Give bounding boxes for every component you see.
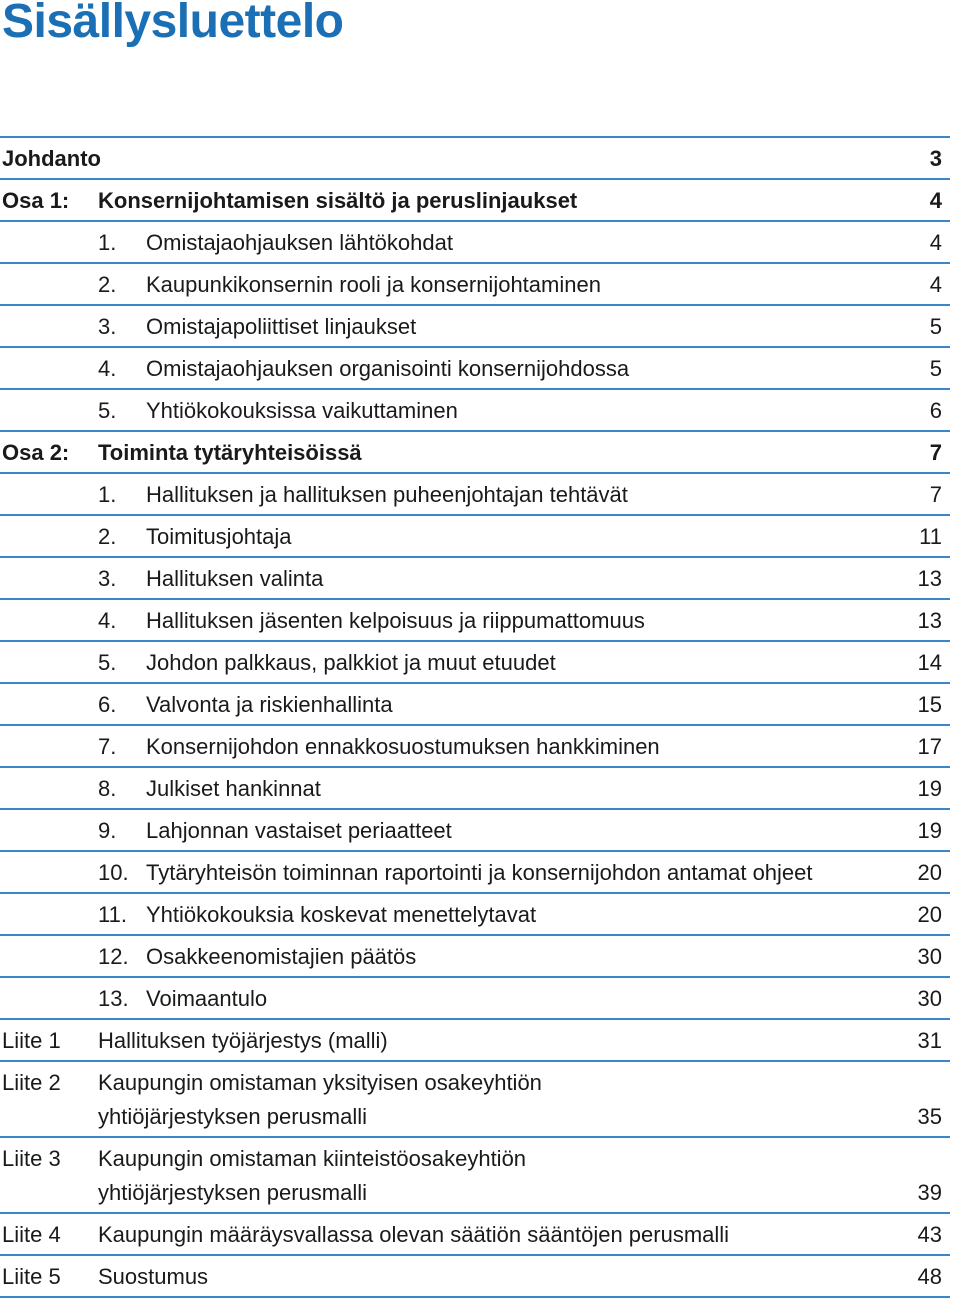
toc-entry-page: 4 (929, 272, 942, 297)
toc-entry-page: 43 (917, 1222, 942, 1247)
toc-entry-page: 30 (917, 944, 942, 969)
toc-entry-title: Johdon palkkaus, palkkiot ja muut etuudet (146, 650, 556, 675)
toc-entry[interactable] (0, 220, 950, 262)
toc-entry-number: 4. (98, 608, 117, 633)
toc-entry[interactable] (0, 1136, 950, 1212)
toc-entry-title: Toiminta tytäryhteisöissä (98, 440, 362, 465)
table-of-contents (0, 136, 950, 1298)
toc-entry-page: 31 (917, 1028, 942, 1053)
toc-entry[interactable] (0, 850, 950, 892)
toc-entry[interactable] (0, 598, 950, 640)
toc-entry[interactable] (0, 556, 950, 598)
toc-entry[interactable] (0, 766, 950, 808)
toc-entry-prefix: Liite 3 (2, 1146, 61, 1171)
toc-entry-title: Julkiset hankinnat (146, 776, 321, 801)
toc-entry-title: Kaupungin omistaman kiinteistöosakeyhtiön yhtiöjärjestyksen perusmalli (98, 1146, 527, 1205)
toc-entry-number: 13. (98, 986, 129, 1011)
toc-entry-page: 13 (917, 608, 942, 633)
toc-entry[interactable] (0, 514, 950, 556)
toc-entry[interactable] (0, 178, 950, 220)
toc-entry[interactable] (0, 346, 950, 388)
toc-entry-page: 7 (929, 482, 942, 507)
toc-entry-number: 3. (98, 566, 117, 591)
toc-entry-page: 4 (929, 230, 942, 255)
toc-entry[interactable] (0, 1212, 950, 1254)
toc-entry[interactable] (0, 472, 950, 514)
toc-entry-page: 6 (929, 398, 942, 423)
toc-entry-title: Valvonta ja riskienhallinta (146, 692, 393, 717)
toc-entry-title: Hallituksen jäsenten kelpoisuus ja riippumattomuus (146, 608, 645, 633)
toc-entry-prefix: Liite 5 (2, 1264, 61, 1289)
toc-entry-number: 2. (98, 524, 117, 549)
toc-entry-title: Lahjonnan vastaiset periaatteet (146, 818, 452, 843)
toc-entry-page: 5 (929, 356, 942, 381)
toc-entry-page: 20 (917, 902, 942, 927)
toc-entry[interactable] (0, 892, 950, 934)
toc-entry-page: 35 (917, 1104, 942, 1129)
toc-entry-page: 11 (919, 524, 942, 549)
toc-entry-page: 7 (929, 440, 942, 465)
toc-entry-title: Yhtiökokouksia koskevat menettelytavat (146, 902, 537, 927)
toc-entry-page: 5 (929, 314, 942, 339)
toc-entry-number: 2. (98, 272, 117, 297)
toc-entry-number: 3. (98, 314, 117, 339)
toc-entry-page: 39 (917, 1180, 942, 1205)
toc-entry-prefix: Liite 4 (2, 1222, 61, 1247)
toc-entry[interactable] (0, 430, 950, 472)
toc-entry-number: 4. (98, 356, 117, 381)
toc-entry-title: Konsernijohdon ennakkosuostumuksen hankkiminen (146, 734, 660, 759)
toc-entry-number: 8. (98, 776, 117, 801)
toc-entry-page: 48 (917, 1264, 942, 1289)
toc-entry[interactable] (0, 976, 950, 1018)
toc-entry-title: Omistajapoliittiset linjaukset (146, 314, 417, 339)
toc-entry[interactable] (0, 262, 950, 304)
toc-entry[interactable] (0, 640, 950, 682)
toc-entry-title: Omistajaohjauksen organisointi konsernijohdossa (146, 356, 630, 381)
toc-entry[interactable] (0, 724, 950, 766)
toc-entry-number: 7. (98, 734, 117, 759)
toc-entry-title: Hallituksen valinta (146, 566, 324, 591)
toc-entry-number: 11. (98, 902, 127, 927)
toc-entry[interactable] (0, 808, 950, 850)
toc-entry-number: 1. (98, 482, 117, 507)
toc-entry-prefix: Liite 2 (2, 1070, 61, 1095)
toc-entry-page: 20 (917, 860, 942, 885)
toc-entry[interactable] (0, 1254, 950, 1298)
toc-entry-page: 14 (917, 650, 942, 675)
toc-entry-page: 30 (917, 986, 942, 1011)
toc-entry-title: Osakkeenomistajien päätös (146, 944, 417, 969)
toc-entry-prefix: Osa 2: (2, 440, 70, 465)
toc-entry-prefix: Liite 1 (2, 1028, 61, 1053)
toc-entry-title: Kaupungin omistaman yksityisen osakeyhtiön yhtiöjärjestyksen perusmalli (98, 1070, 542, 1129)
toc-entry-title: Kaupungin määräysvallassa olevan säätiön sääntöjen perusmalli (98, 1222, 730, 1247)
toc-entry[interactable] (0, 388, 950, 430)
toc-entry[interactable] (0, 304, 950, 346)
toc-entry-number: 5. (98, 398, 117, 423)
toc-entry[interactable] (0, 934, 950, 976)
toc-entry-number: 10. (98, 860, 129, 885)
toc-entry-number: 9. (98, 818, 117, 843)
toc-entry-page: 15 (917, 692, 942, 717)
toc-entry-title: Toimitusjohtaja (146, 524, 292, 549)
toc-entry-title: Hallituksen ja hallituksen puheenjohtajan tehtävät (146, 482, 628, 507)
toc-entry-title: Yhtiökokouksissa vaikuttaminen (146, 398, 458, 423)
toc-entry-number: 1. (98, 230, 117, 255)
toc-entry-page: 19 (917, 776, 942, 801)
toc-entry-title: Hallituksen työjärjestys (malli) (98, 1028, 388, 1053)
toc-entry[interactable] (0, 1060, 950, 1136)
toc-entry-number: 6. (98, 692, 117, 717)
toc-entry[interactable] (0, 136, 950, 178)
page-title: Sisällysluettelo (2, 0, 344, 48)
toc-entry[interactable] (0, 682, 950, 724)
toc-entry-title: Voimaantulo (146, 986, 268, 1011)
toc-entry-page: 3 (929, 146, 942, 171)
toc-entry-title: Konsernijohtamisen sisältö ja peruslinjaukset (98, 188, 578, 213)
toc-entry-page: 19 (917, 818, 942, 843)
toc-entry-page: 4 (929, 188, 942, 213)
toc-entry-title: Omistajaohjauksen lähtökohdat (146, 230, 453, 255)
toc-entry-number: 5. (98, 650, 117, 675)
toc-entry[interactable] (0, 1018, 950, 1060)
toc-entry-title: Tytäryhteisön toiminnan raportointi ja konsernijohdon antamat ohjeet (146, 860, 813, 885)
toc-entry-prefix: Johdanto (2, 146, 101, 171)
toc-entry-page: 13 (917, 566, 942, 591)
toc-entry-title: Suostumus (98, 1264, 209, 1289)
toc-entry-title: Kaupunkikonsernin rooli ja konsernijohtaminen (146, 272, 601, 297)
toc-entry-number: 12. (98, 944, 129, 969)
toc-entry-prefix: Osa 1: (2, 188, 70, 213)
toc-entry-page: 17 (917, 734, 942, 759)
